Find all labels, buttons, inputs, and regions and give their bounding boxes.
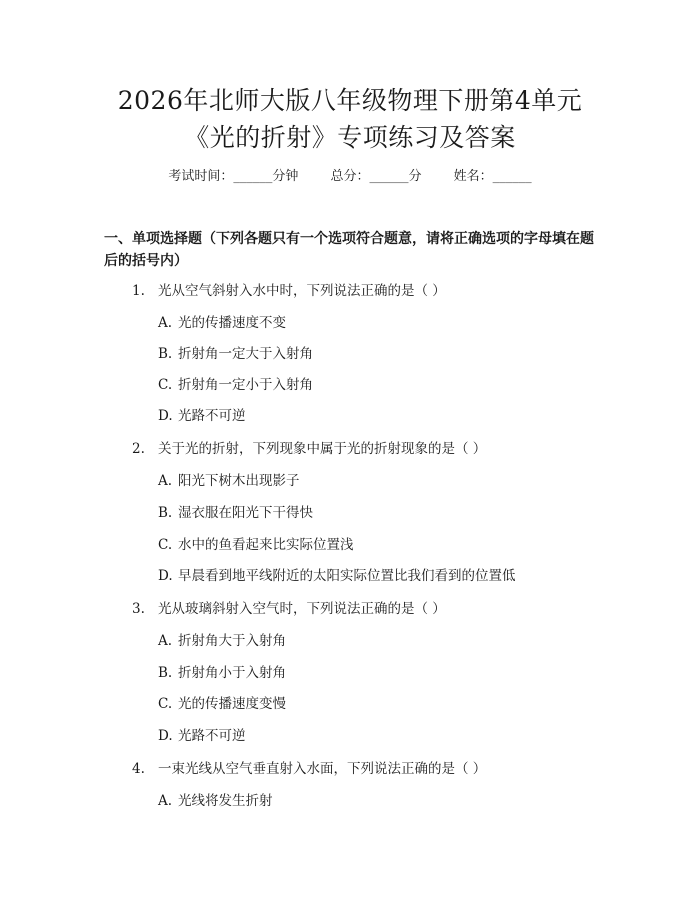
question-3-option-a [158, 632, 286, 650]
question-1-option-d [158, 407, 246, 425]
question-4 [132, 760, 486, 778]
option-text: 光线将发生折射 [178, 793, 273, 809]
option-text: 折射角一定小于入射角 [178, 377, 313, 393]
question-3-option-d [158, 727, 246, 745]
question-number: 2. [132, 441, 145, 457]
question-2-option-c [158, 536, 354, 554]
question-number: 1. [132, 283, 145, 299]
option-text: 光的传播速度变慢 [178, 696, 286, 712]
option-letter: C. [158, 537, 173, 553]
question-4-option-a [158, 792, 273, 810]
question-text: 光从空气斜射入水中时，下列说法正确的是（ ） [158, 283, 446, 299]
option-letter: B. [158, 505, 173, 521]
option-letter: C. [158, 377, 173, 393]
question-text: 一束光线从空气垂直射入水面，下列说法正确的是（ ） [158, 761, 487, 777]
exam-score-field: 总分：______分 [330, 169, 422, 184]
question-text: 关于光的折射，下列现象中属于光的折射现象的是（ ） [158, 441, 487, 457]
question-1-option-b [158, 345, 313, 363]
option-letter: A. [158, 315, 173, 331]
option-text: 光的传播速度不变 [178, 315, 286, 331]
exam-name-field: 姓名：______ [453, 169, 532, 184]
option-text: 早晨看到地平线附近的太阳实际位置比我们看到的位置低 [178, 568, 516, 584]
question-number: 4. [132, 761, 145, 777]
question-2 [132, 440, 486, 458]
exam-time-field: 考试时间：______分钟 [168, 169, 299, 184]
question-text: 光从玻璃斜射入空气时，下列说法正确的是（ ） [158, 601, 446, 617]
question-1-option-c [158, 376, 313, 394]
question-1 [132, 282, 446, 300]
question-2-option-a [158, 472, 300, 490]
option-text: 折射角大于入射角 [178, 633, 286, 649]
exam-meta [0, 168, 700, 186]
option-letter: D. [158, 568, 173, 584]
question-3-option-b [158, 664, 286, 682]
option-letter: D. [158, 408, 173, 424]
option-letter: A. [158, 473, 173, 489]
question-number: 3. [132, 601, 145, 617]
question-2-option-d [158, 567, 516, 585]
option-text: 阳光下树木出现影子 [178, 473, 300, 489]
question-2-option-b [158, 504, 313, 522]
page-title-line-2: 《光的折射》专项练习及答案 [184, 123, 516, 152]
option-letter: A. [158, 793, 173, 809]
question-1-option-a [158, 314, 286, 332]
question-3 [132, 600, 446, 618]
option-text: 湿衣服在阳光下干得快 [178, 505, 313, 521]
option-text: 光路不可逆 [178, 408, 246, 424]
option-text: 水中的鱼看起来比实际位置浅 [178, 537, 354, 553]
option-letter: D. [158, 728, 173, 744]
question-3-option-c [158, 695, 286, 713]
page-title-line-1: 2026年北师大版八年级物理下册第4单元 [117, 86, 583, 115]
option-letter: B. [158, 346, 173, 362]
section-heading: 一、单项选择题（下列各题只有一个选项符合题意，请将正确选项的字母填在题后的括号内） [104, 231, 594, 269]
option-text: 折射角一定大于入射角 [178, 346, 313, 362]
option-letter: C. [158, 696, 173, 712]
option-text: 折射角小于入射角 [178, 665, 286, 681]
option-text: 光路不可逆 [178, 728, 246, 744]
option-letter: A. [158, 633, 173, 649]
option-letter: B. [158, 665, 173, 681]
